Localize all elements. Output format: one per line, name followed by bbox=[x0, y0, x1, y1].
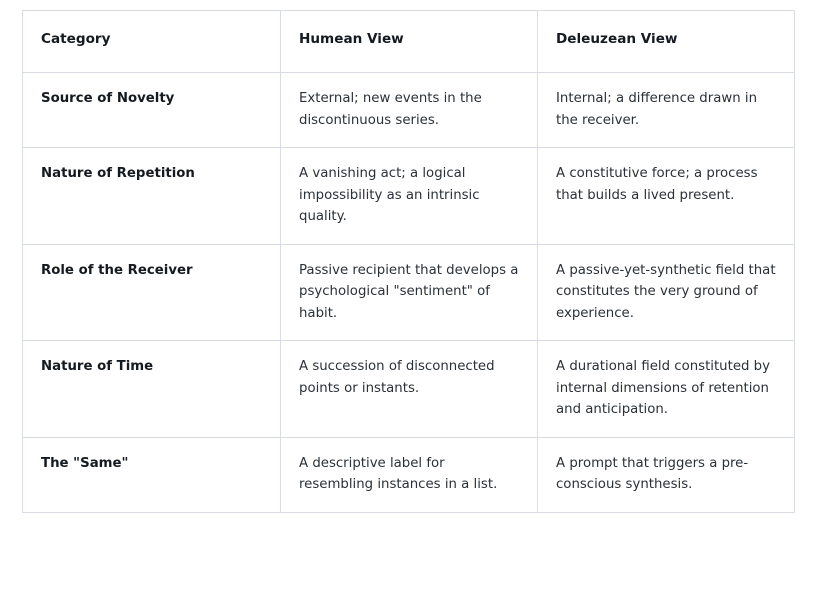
cell-humean: A vanishing act; a logical impossibility as an intrinsic quality. bbox=[281, 148, 538, 245]
cell-deleuzean: A constitutive force; a process that builds a lived present. bbox=[538, 148, 795, 245]
cell-deleuzean: Internal; a difference drawn in the receiver. bbox=[538, 73, 795, 148]
cell-deleuzean: A prompt that triggers a pre-conscious synthesis. bbox=[538, 437, 795, 512]
cell-deleuzean: A durational field constituted by internal dimensions of retention and anticipation. bbox=[538, 341, 795, 438]
table-row bbox=[23, 244, 795, 341]
cell-category: Nature of Time bbox=[23, 341, 281, 438]
cell-category: The "Same" bbox=[23, 437, 281, 512]
cell-category: Source of Novelty bbox=[23, 73, 281, 148]
cell-category: Nature of Repetition bbox=[23, 148, 281, 245]
cell-humean: A succession of disconnected points or instants. bbox=[281, 341, 538, 438]
cell-deleuzean: A passive-yet-synthetic field that constitutes the very ground of experience. bbox=[538, 244, 795, 341]
cell-category: Role of the Receiver bbox=[23, 244, 281, 341]
table-row bbox=[23, 437, 795, 512]
table-row bbox=[23, 73, 795, 148]
column-header-deleuzean: Deleuzean View bbox=[538, 11, 795, 73]
cell-humean: A descriptive label for resembling instances in a list. bbox=[281, 437, 538, 512]
cell-humean: External; new events in the discontinuous series. bbox=[281, 73, 538, 148]
cell-humean: Passive recipient that develops a psychological "sentiment" of habit. bbox=[281, 244, 538, 341]
table-row bbox=[23, 148, 795, 245]
column-header-humean: Humean View bbox=[281, 11, 538, 73]
table-header-row bbox=[23, 11, 795, 73]
table-row bbox=[23, 341, 795, 438]
column-header-category: Category bbox=[23, 11, 281, 73]
comparison-table bbox=[22, 10, 795, 513]
